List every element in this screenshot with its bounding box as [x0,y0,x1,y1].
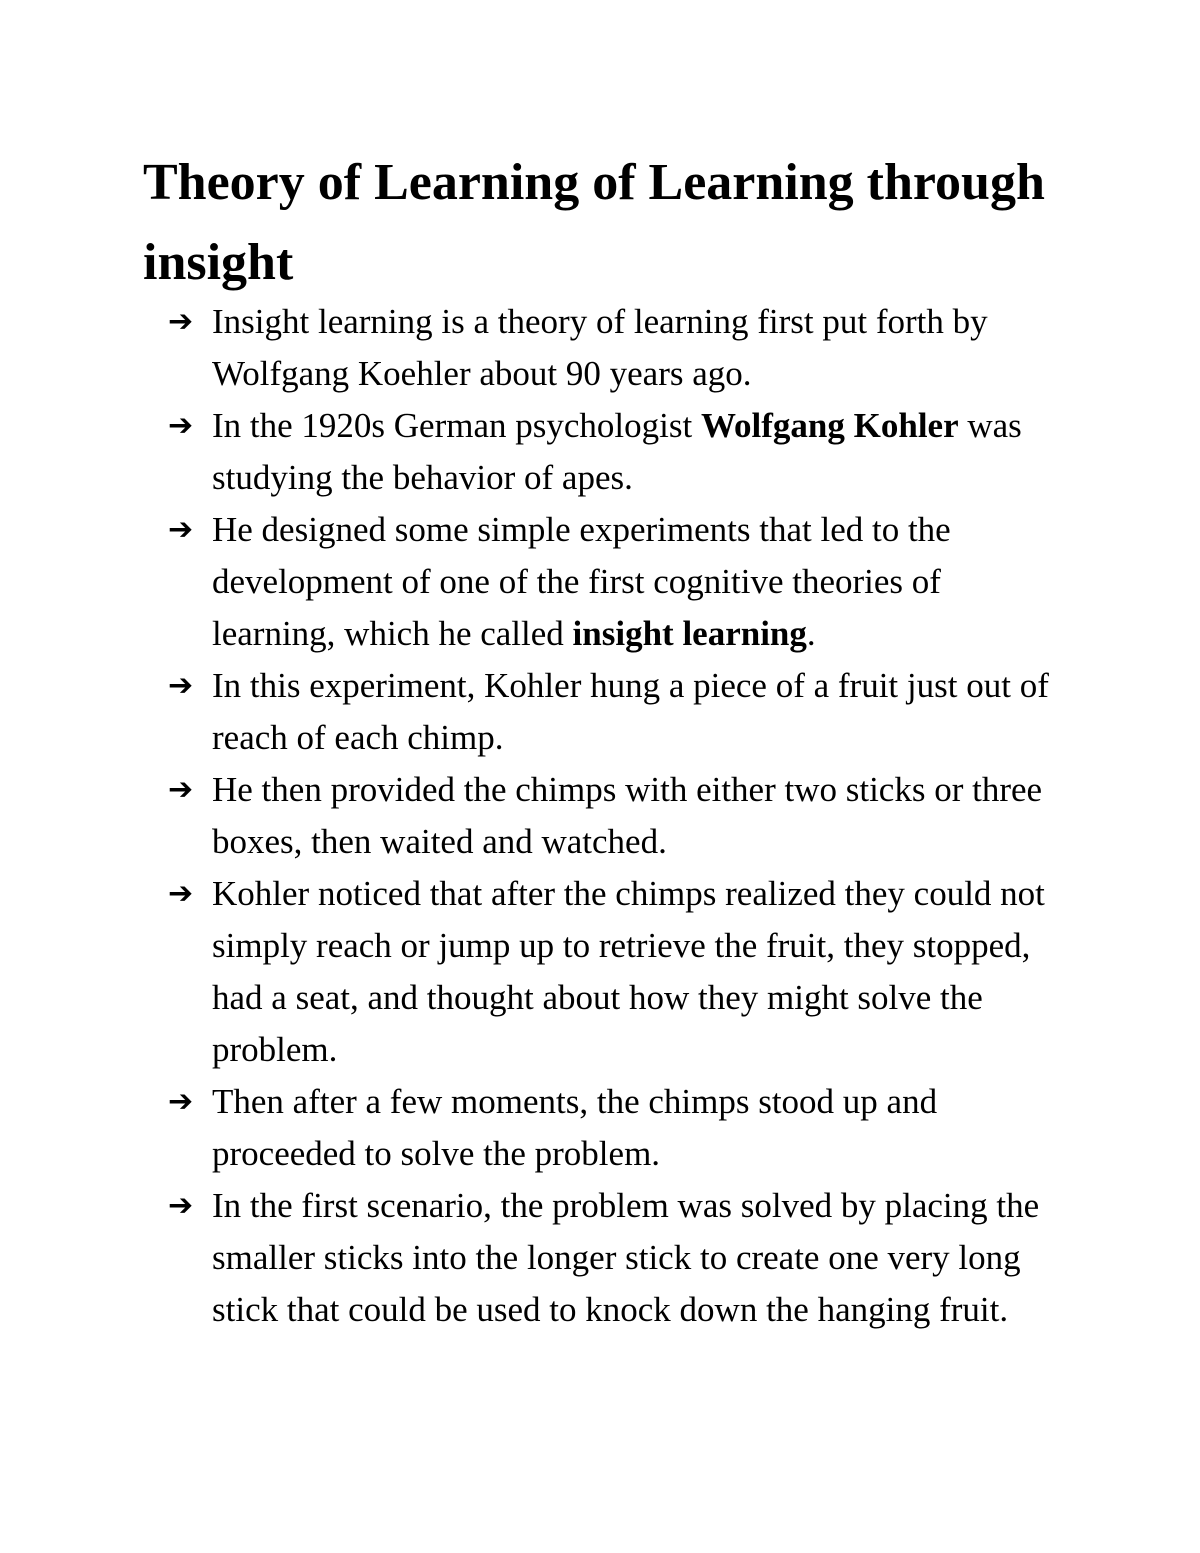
right-arrow-icon: ➔ [168,1084,194,1119]
bullet-text: In the first scenario, the problem was solved by placing the smaller sticks into the longer stick to create one very long stick that could be used to knock down the hanging fruit. [212,1186,1040,1329]
right-arrow-icon: ➔ [168,1188,194,1223]
list-item [168,504,1068,660]
bullet-text: In the 1920s German psychologist Wolfgang Kohler was studying the behavior of apes. [212,406,1022,497]
document-title: Theory of Learning of Learning through insight [143,154,1045,291]
right-arrow-icon: ➔ [168,304,194,339]
list-item [168,1180,1068,1336]
bullet-text: Kohler noticed that after the chimps realized they could not simply reach or jump up to retrieve the fruit, they stopped, had a seat, and thought about how they might solve the problem. [212,874,1045,1069]
bullet-text: Insight learning is a theory of learning first put forth by Wolfgang Koehler about 90 years ago. [212,302,988,393]
bold-name: Wolfgang Kohler [700,406,959,445]
bold-term: insight learning [572,614,807,653]
bullet-list [168,296,1068,1336]
right-arrow-icon: ➔ [168,876,194,911]
list-item [168,1076,1068,1180]
right-arrow-icon: ➔ [168,408,194,443]
bullet-text: He then provided the chimps with either two sticks or three boxes, then waited and watched. [212,770,1043,861]
list-item [168,764,1068,868]
bullet-text: Then after a few moments, the chimps stood up and proceeded to solve the problem. [212,1082,938,1173]
list-item [168,868,1068,1076]
right-arrow-icon: ➔ [168,668,194,703]
list-item [168,296,1068,400]
right-arrow-icon: ➔ [168,512,194,547]
bullet-text: In this experiment, Kohler hung a piece of a fruit just out of reach of each chimp. [212,666,1049,757]
bullet-text: He designed some simple experiments that led to the development of one of the first cognitive theories of learning, which he called insight learning. [212,510,951,653]
right-arrow-icon: ➔ [168,772,194,807]
list-item [168,400,1068,504]
list-item [168,660,1068,764]
